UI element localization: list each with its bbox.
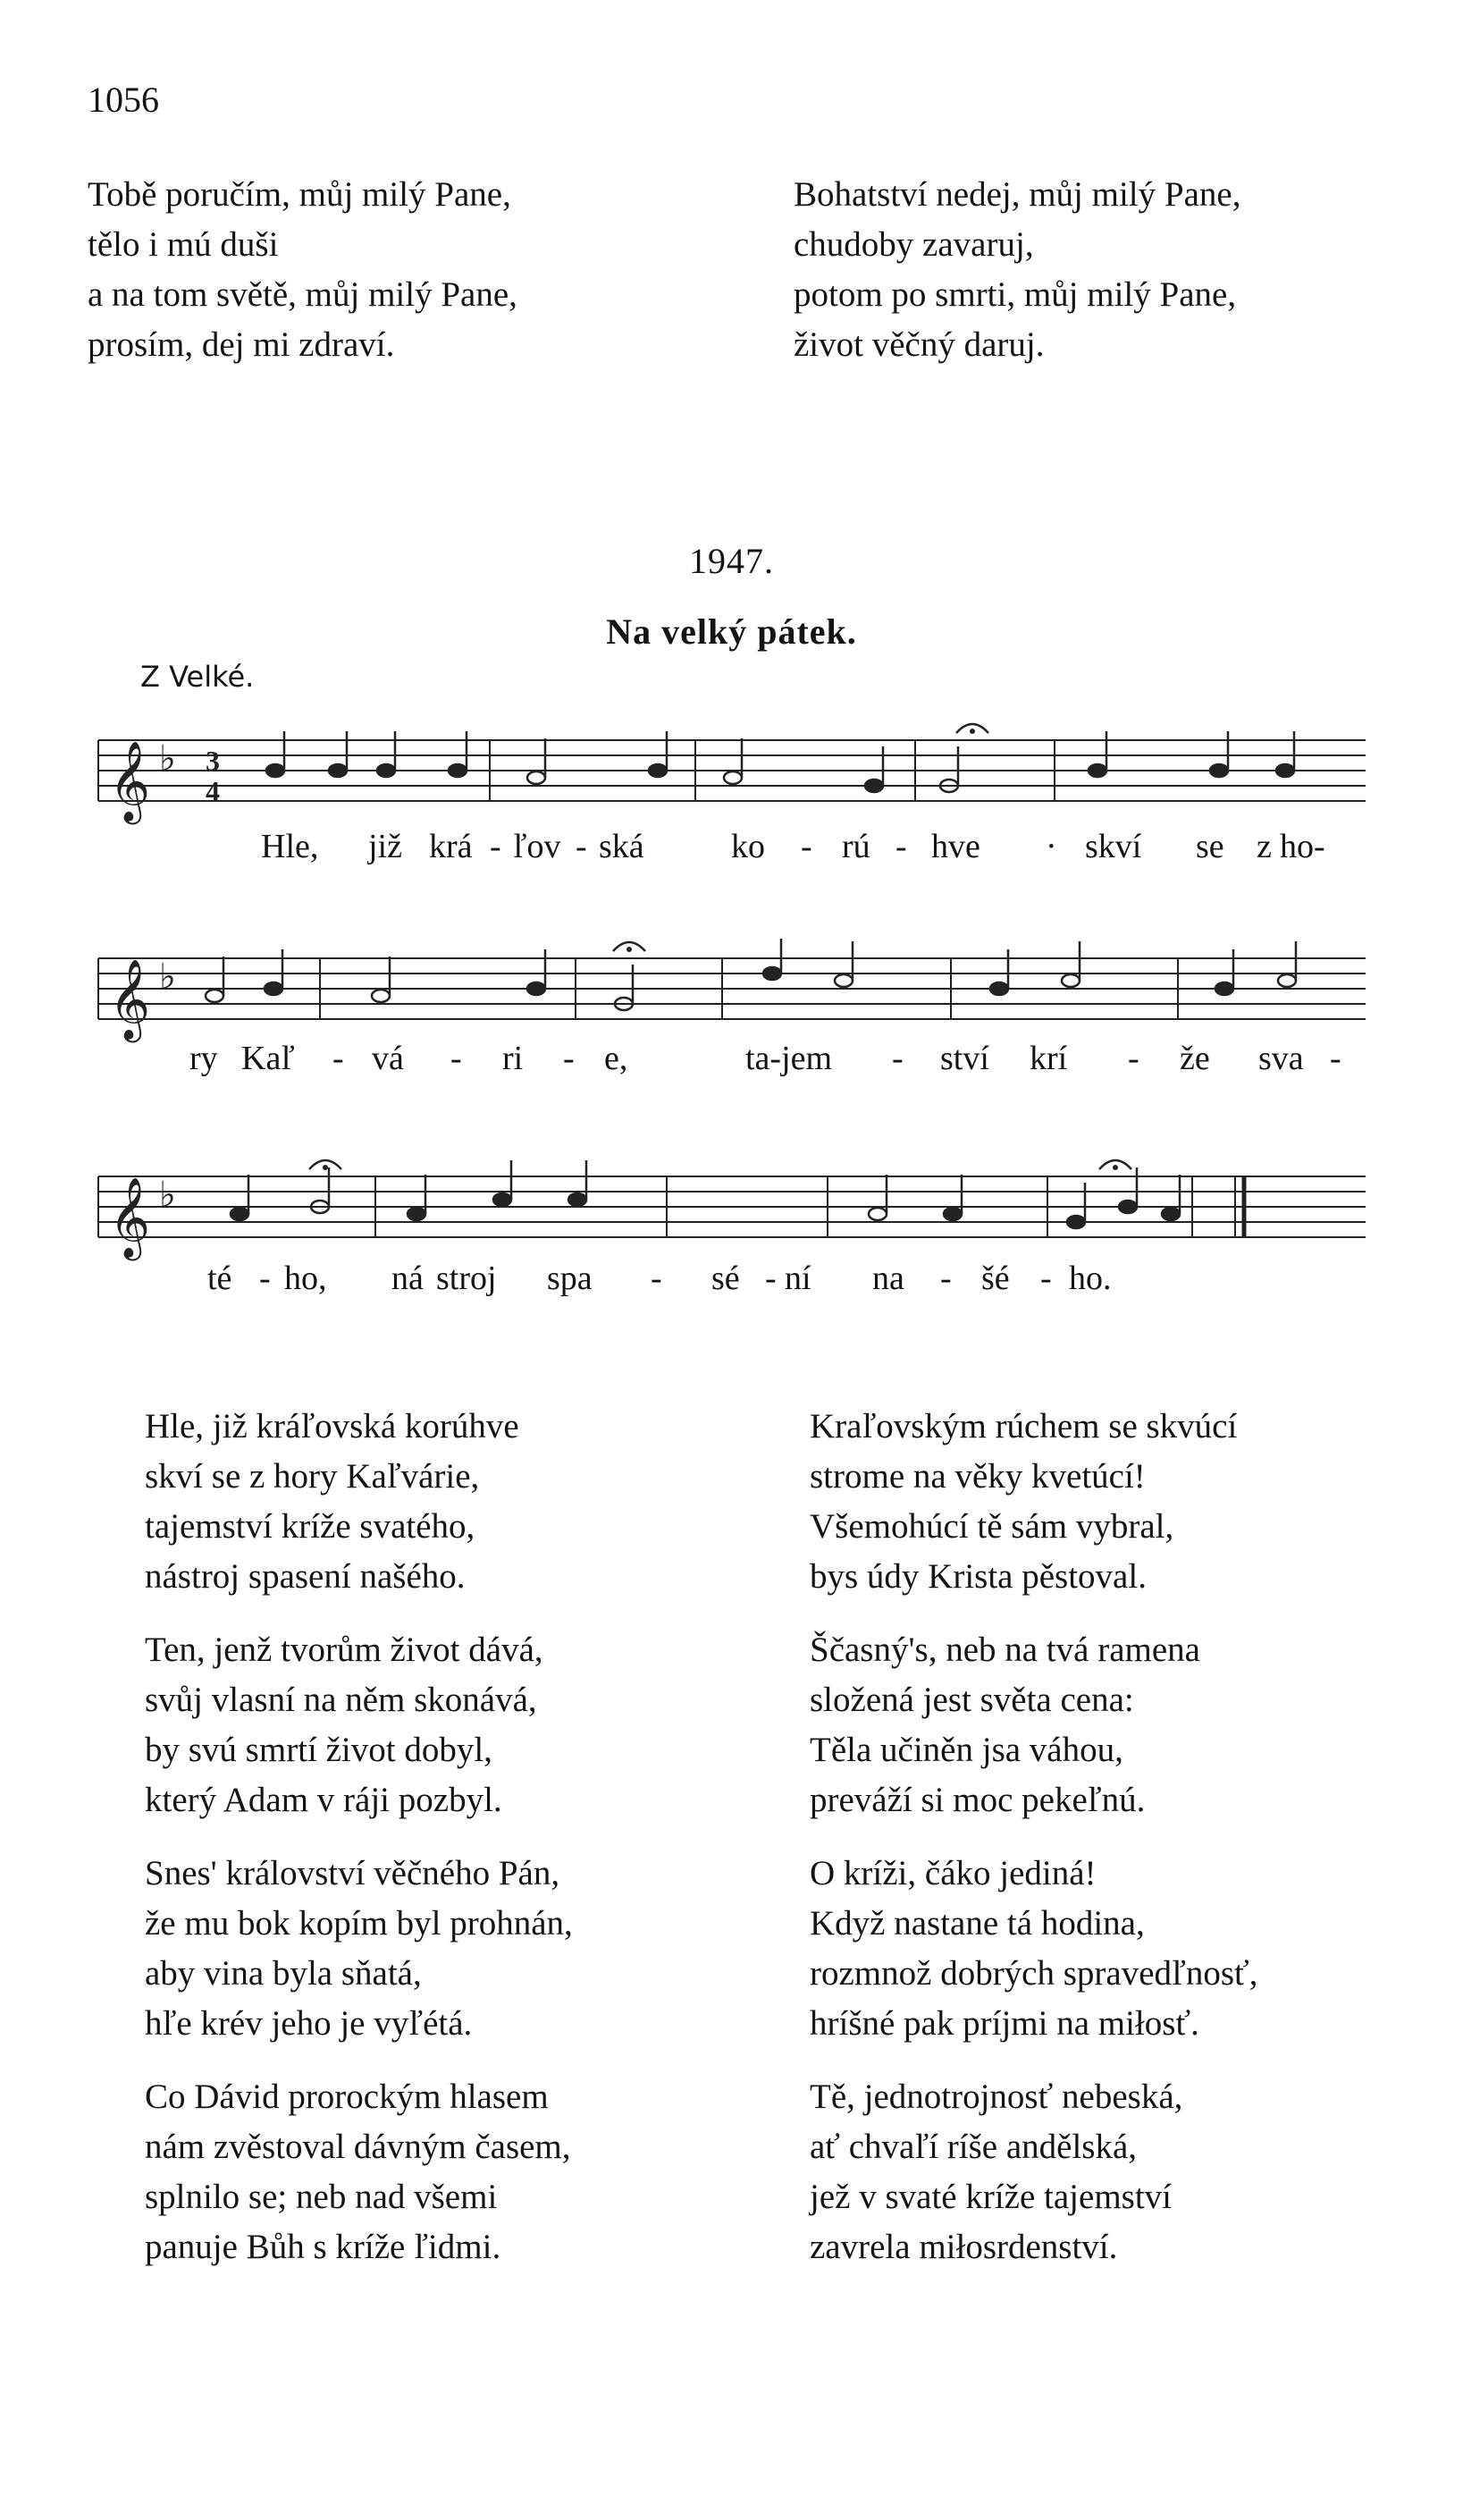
lyric-syllable: skví (1085, 828, 1142, 865)
lyric-syllable: vá (372, 1040, 404, 1077)
half-note (206, 990, 223, 1002)
lyric-syllable: - (895, 828, 907, 865)
lyric-syllable: - (259, 1260, 271, 1297)
note (944, 1208, 962, 1220)
stanza-line: Tobě poručím, můj milý Pane, (88, 175, 511, 214)
note (1210, 764, 1228, 777)
stanza-line: a na tom světě, můj milý Pane, (88, 275, 517, 314)
stanza-line: chudoby zavaruj, (794, 225, 1034, 264)
page-number: 1056 (88, 80, 159, 120)
half-note (527, 771, 545, 784)
lyric-syllable: ta-jem (745, 1040, 833, 1077)
verse-line: by svú smrtí život dobyl, (145, 1731, 492, 1769)
previous-song-stanza-right (794, 170, 1240, 370)
verse-line: zavrela miłosrdenství. (810, 2228, 1118, 2266)
note (1162, 1208, 1180, 1220)
lyric-syllable: ry (189, 1040, 218, 1077)
verse-line: Kraľovským rúchem se skvúcí (810, 1407, 1238, 1445)
lyric-syllable: z (1257, 828, 1272, 865)
verse-left-4 (145, 2072, 571, 2272)
verse-left-2 (145, 1625, 543, 1825)
lyric-syllable: krá (429, 828, 473, 865)
verse-left-1 (145, 1402, 519, 1602)
lyric-syllable: ho. (1069, 1260, 1112, 1297)
flat-icon: ♭ (159, 738, 176, 780)
verse-line: hríšné pak príjmi na miłosť. (810, 2004, 1199, 2043)
lyric-syllable: šé (981, 1260, 1010, 1297)
lyric-syllable: ri (502, 1040, 524, 1077)
verse-line: rozmnož dobrých spravedľnosť, (810, 1954, 1258, 1993)
lyric-syllable: - (490, 828, 501, 865)
verse-line: tajemství kríže svatého, (145, 1507, 475, 1546)
song-source: Z Velké. (140, 660, 255, 694)
half-note (869, 1208, 887, 1220)
note (1276, 764, 1294, 777)
verse-line: Hle, již kráľovská korúhve (145, 1407, 519, 1445)
half-note (724, 771, 742, 784)
lyric-syllable: - (892, 1040, 904, 1077)
verse-line: Co Dávid prorockým hlasem (145, 2078, 549, 2116)
note (329, 764, 347, 777)
lyric-syllable: že (1180, 1040, 1210, 1077)
lyric-syllable: již (368, 828, 402, 865)
treble-clef-icon: 𝄞 (109, 1177, 151, 1258)
verse-line: nám zvěstoval dávným časem, (145, 2128, 571, 2166)
stanza-line: Bohatství nedej, můj milý Pane, (794, 175, 1241, 214)
half-note (1278, 974, 1296, 987)
treble-clef-icon: 𝄞 (109, 741, 151, 822)
music-staff-3 (0, 1155, 1463, 1271)
lyric-syllable: - (1330, 1040, 1341, 1077)
verse-line: panuje Bůh s kríže ľidmi. (145, 2228, 501, 2266)
note (493, 1193, 511, 1206)
lyric-syllable: - (1128, 1040, 1139, 1077)
verse-line: Když nastane tá hodina, (810, 1904, 1145, 1943)
previous-song-stanza-left (88, 170, 517, 370)
lyric-syllable: ská (599, 828, 644, 865)
verse-right-4 (810, 2072, 1182, 2272)
staff-lines (98, 958, 1366, 1019)
stanza-line: tělo i mú duši (88, 225, 279, 264)
flat-icon: ♭ (159, 957, 176, 998)
lyric-syllable: ľov (513, 828, 561, 865)
verse-line: Tě, jednotrojnosť nebeská, (810, 2078, 1183, 2116)
time-signature-top: 3 (206, 745, 220, 777)
flat-icon: ♭ (159, 1175, 176, 1216)
lyric-syllable: ho, (284, 1260, 327, 1297)
lyric-syllable: té (207, 1260, 232, 1297)
verse-line: jež v svaté kríže tajemství (810, 2178, 1173, 2216)
lyric-syllable: - (940, 1260, 952, 1297)
verse-right-2 (810, 1625, 1200, 1825)
lyric-syllable: hve (931, 828, 980, 865)
verse-line: bys údy Krista pěstoval. (810, 1557, 1147, 1596)
lyric-syllable: stroj (436, 1260, 497, 1297)
verse-line: ať chvaľí ríše andělská, (810, 2128, 1138, 2166)
treble-clef-icon: 𝄞 (109, 959, 151, 1040)
lyric-syllable: - (801, 828, 812, 865)
lyric-syllable: se (1196, 828, 1224, 865)
time-signature-bottom: 4 (206, 775, 220, 807)
verse-left-3 (145, 1849, 573, 2049)
lyric-syllable: Kaľ (241, 1040, 295, 1077)
music-staff-1 (0, 720, 1463, 845)
note (449, 764, 467, 777)
note (408, 1208, 425, 1220)
verse-line: který Adam v ráji pozbyl. (145, 1781, 502, 1819)
verse-line: svůj vlasní na něm skonává, (145, 1681, 537, 1719)
note (1067, 1216, 1085, 1228)
lyric-syllable: - (576, 828, 587, 865)
lyric-syllable: - (450, 1040, 462, 1077)
lyric-syllable: ho- (1280, 828, 1325, 865)
lyric-syllable: krí (1030, 1040, 1068, 1077)
notes (231, 1160, 1180, 1228)
note (1215, 982, 1233, 995)
note (527, 982, 545, 995)
half-note (1062, 974, 1080, 987)
staff-lines (98, 1176, 1366, 1237)
verse-line: že mu bok kopím byl prohnán, (145, 1904, 573, 1943)
note (568, 1193, 586, 1206)
lyrics-row-3 (0, 1259, 1463, 1303)
lyric-syllable: sé (711, 1260, 740, 1297)
verse-line: složená jest světa cena: (810, 1681, 1134, 1719)
stanza-line: potom po smrti, můj milý Pane, (794, 275, 1237, 314)
note (649, 764, 667, 777)
verse-line: splnilo se; neb nad všemi (145, 2178, 498, 2216)
verse-line: Snes' království věčného Pán, (145, 1854, 560, 1892)
lyric-syllable: - (765, 1260, 777, 1297)
note (990, 982, 1008, 995)
music-staff-2 (0, 939, 1463, 1055)
verse-line: aby vina byla sňatá, (145, 1954, 422, 1993)
half-note (835, 974, 853, 987)
note (231, 1208, 248, 1220)
note (865, 780, 883, 792)
verse-line: Ten, jenž tvorům život dává, (145, 1631, 543, 1669)
verse-line: hľe krév jeho je vyľétá. (145, 2004, 473, 2043)
lyric-syllable: spa (547, 1260, 593, 1297)
lyric-syllable: ná (391, 1260, 424, 1297)
note (266, 764, 284, 777)
note (763, 967, 781, 980)
lyrics-row-2 (0, 1039, 1463, 1083)
lyric-syllable: na (872, 1260, 904, 1297)
verse-line: nástroj spasení našého. (145, 1557, 466, 1596)
verse-line: Těla učiněn jsa váhou, (810, 1731, 1123, 1769)
verse-right-3 (810, 1849, 1257, 2049)
lyric-syllable: - (1040, 1260, 1052, 1297)
note (265, 982, 282, 995)
verse-line: skví se z hory Kaľvárie, (145, 1457, 480, 1496)
note (1119, 1201, 1137, 1213)
stanza-line: život věčný daruj. (794, 325, 1045, 364)
verse-line: O kríži, čáko jediná! (810, 1854, 1097, 1892)
lyric-syllable: - (651, 1260, 662, 1297)
lyric-syllable: Hle, (261, 828, 319, 865)
lyric-syllable: - (563, 1040, 575, 1077)
half-note (372, 990, 390, 1002)
verse-line: Všemohúcí tě sám vybral, (810, 1507, 1174, 1546)
lyric-syllable: rú (842, 828, 870, 865)
lyric-syllable: - (332, 1040, 344, 1077)
note (1089, 764, 1106, 777)
song-number: 1947. (689, 541, 774, 581)
verse-line: Ščasný's, neb na tvá ramena (810, 1631, 1200, 1669)
lyric-syllable: · (1046, 828, 1057, 865)
song-title: Na velký pátek. (606, 611, 857, 652)
lyric-syllable: ní (785, 1260, 811, 1297)
lyric-syllable: e, (604, 1040, 628, 1077)
verse-line: preváží si moc pekeľnú. (810, 1781, 1146, 1819)
verse-right-1 (810, 1402, 1237, 1602)
stanza-line: prosím, dej mi zdraví. (88, 325, 395, 364)
lyrics-row-1 (0, 827, 1463, 872)
verse-line: strome na věky kvetúcí! (810, 1457, 1146, 1496)
lyric-syllable: sva (1258, 1040, 1304, 1077)
note (377, 764, 395, 777)
lyric-syllable: ství (940, 1040, 989, 1077)
lyric-syllable: ko (731, 828, 765, 865)
